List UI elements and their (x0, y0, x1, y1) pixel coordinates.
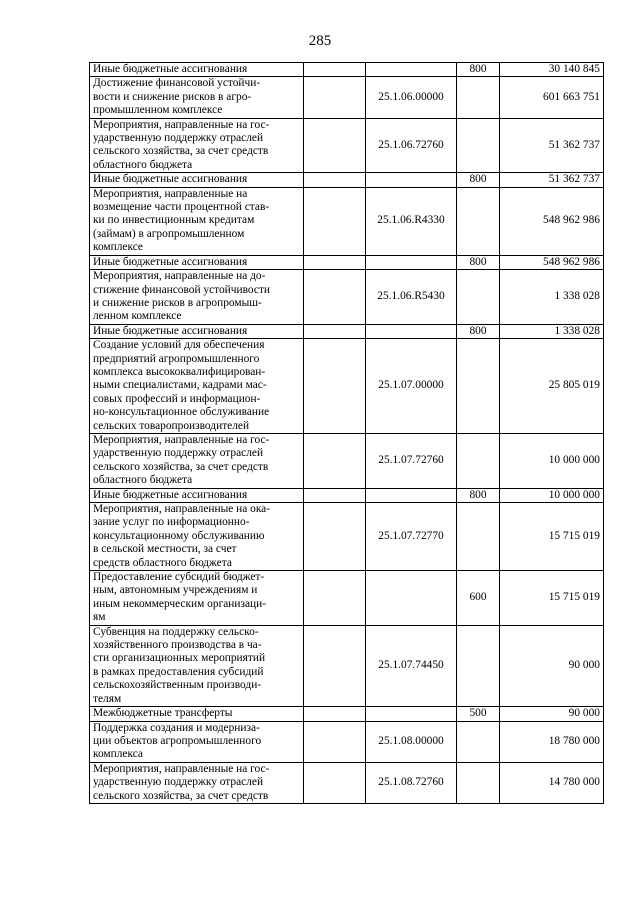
row-expense-type: 800 (457, 324, 500, 338)
row-amount: 51 362 737 (500, 118, 604, 173)
row-expense-type: 800 (457, 63, 500, 77)
row-name-line: Иные бюджетные ассигнования (93, 255, 248, 268)
row-name-line: Мероприятия, направленные на ока- (93, 503, 271, 515)
row-name-line: Иные бюджетные ассигнования (93, 488, 248, 501)
row-name-line: ции объектов агропромышленного (93, 734, 262, 747)
row-empty-cell (304, 270, 366, 325)
budget-table (89, 62, 604, 804)
row-amount: 601 663 751 (500, 77, 604, 118)
row-amount: 18 780 000 (500, 721, 604, 762)
row-name (90, 77, 304, 118)
row-name-line: Мероприятия, направленные на до- (93, 270, 266, 283)
table-row (90, 118, 604, 173)
row-name (90, 571, 304, 626)
row-amount: 25 805 019 (500, 339, 604, 434)
table-row (90, 339, 604, 434)
row-name-line: Иные бюджетные ассигнования (93, 63, 248, 75)
row-code: 25.1.06.R4330 (366, 187, 457, 255)
table-row (90, 324, 604, 338)
row-amount: 10 000 000 (500, 488, 604, 502)
row-name (90, 488, 304, 502)
row-code: 25.1.06.00000 (366, 77, 457, 118)
row-name (90, 339, 304, 434)
row-code (366, 63, 457, 77)
row-empty-cell (304, 118, 366, 173)
row-empty-cell (304, 707, 366, 721)
row-name-line: консультационному обслуживанию (93, 529, 265, 542)
row-name-line: ленном комплексе (93, 310, 182, 323)
page-number: 285 (308, 33, 332, 49)
row-name-line: хозяйственного производства в ча- (93, 639, 262, 652)
table-row (90, 77, 604, 118)
row-empty-cell (304, 77, 366, 118)
table-row (90, 488, 604, 502)
row-expense-type (457, 503, 500, 571)
row-name-line: ям (93, 611, 106, 624)
row-expense-type (457, 270, 500, 325)
row-name-line: сти организационных мероприятий (93, 652, 266, 665)
row-expense-type (457, 77, 500, 118)
row-name-line: Мероприятия, направленные на гос- (93, 762, 270, 775)
row-empty-cell (304, 571, 366, 626)
row-empty-cell (304, 173, 366, 187)
row-name-line: Поддержка создания и модерниза- (93, 721, 260, 734)
row-name-line: телям (93, 692, 122, 705)
row-name-line: в рамках предоставления субсидий (93, 665, 264, 678)
row-expense-type: 500 (457, 707, 500, 721)
row-amount: 15 715 019 (500, 503, 604, 571)
table-row (90, 187, 604, 255)
row-name (90, 721, 304, 762)
row-code (366, 571, 457, 626)
row-code: 25.1.07.72770 (366, 503, 457, 571)
row-amount: 90 000 (500, 707, 604, 721)
row-empty-cell (304, 721, 366, 762)
row-empty-cell (304, 488, 366, 502)
row-name-line: комплекса (93, 748, 143, 761)
row-name (90, 187, 304, 255)
row-name-line: вости и снижение рисков в агро- (93, 90, 252, 103)
row-name-line: сельскохозяйственным производи- (93, 679, 262, 692)
row-name (90, 503, 304, 571)
budget-table-body (90, 63, 604, 804)
row-expense-type (457, 762, 500, 803)
row-name (90, 63, 304, 77)
row-expense-type (457, 339, 500, 434)
row-amount: 90 000 (500, 625, 604, 706)
row-name (90, 707, 304, 721)
row-name-line: Иные бюджетные ассигнования (93, 173, 248, 186)
row-empty-cell (304, 503, 366, 571)
row-empty-cell (304, 762, 366, 803)
row-name (90, 433, 304, 488)
row-name-line: но-консультационное обслуживание (93, 406, 270, 419)
row-amount: 548 962 986 (500, 255, 604, 269)
row-expense-type: 800 (457, 488, 500, 502)
row-name-line: возмещение части процентной став- (93, 201, 270, 214)
row-name-line: ки по инвестиционным кредитам (93, 214, 255, 227)
row-name-line: областного бюджета (93, 474, 193, 487)
row-name-line: (займам) в агропромышленном (93, 227, 245, 240)
row-expense-type (457, 118, 500, 173)
row-name-line: Достижение финансовой устойчи- (93, 77, 261, 90)
table-row (90, 503, 604, 571)
row-name-line: зание услуг по информационно- (93, 516, 250, 529)
row-expense-type (457, 625, 500, 706)
row-amount: 51 362 737 (500, 173, 604, 187)
row-expense-type (457, 721, 500, 762)
row-name-line: ударственную поддержку отраслей (93, 132, 264, 145)
table-row (90, 63, 604, 77)
table-row (90, 721, 604, 762)
table-row (90, 433, 604, 488)
row-empty-cell (304, 187, 366, 255)
row-code (366, 707, 457, 721)
row-empty-cell (304, 433, 366, 488)
row-code: 25.1.07.00000 (366, 339, 457, 434)
row-name-line: предприятий агропромышленного (93, 352, 260, 365)
row-name-line: Создание условий для обеспечения (93, 339, 265, 352)
row-name-line: сельского хозяйства, за счет средств (93, 460, 269, 473)
row-expense-type: 800 (457, 173, 500, 187)
row-name (90, 118, 304, 173)
row-amount: 548 962 986 (500, 187, 604, 255)
row-name-line: Межбюджетные трансферты (93, 707, 233, 720)
row-name (90, 324, 304, 338)
row-empty-cell (304, 339, 366, 434)
row-name-line: Предоставление субсидий бюджет- (93, 571, 265, 584)
row-name-line: иным некоммерческим организаци- (93, 597, 267, 610)
row-code (366, 173, 457, 187)
table-row (90, 762, 604, 803)
row-name-line: промышленном комплексе (93, 104, 223, 117)
row-name-line: сельских товаропроизводителей (93, 419, 250, 432)
row-name (90, 625, 304, 706)
row-name (90, 270, 304, 325)
row-expense-type (457, 187, 500, 255)
row-name-line: комплексе (93, 241, 143, 254)
table-row (90, 173, 604, 187)
row-name-line: стижение финансовой устойчивости (93, 283, 271, 296)
row-name-line: в сельской местности, за счет (93, 543, 237, 556)
row-name (90, 255, 304, 269)
row-expense-type: 600 (457, 571, 500, 626)
row-code (366, 255, 457, 269)
row-code (366, 488, 457, 502)
table-row (90, 571, 604, 626)
row-amount: 10 000 000 (500, 433, 604, 488)
table-row (90, 255, 604, 269)
row-name (90, 173, 304, 187)
row-amount: 1 338 028 (500, 324, 604, 338)
row-empty-cell (304, 63, 366, 77)
row-name-line: и снижение рисков в агропромыш- (93, 296, 262, 309)
row-name (90, 762, 304, 803)
row-code: 25.1.07.72760 (366, 433, 457, 488)
row-amount: 15 715 019 (500, 571, 604, 626)
row-name-line: областного бюджета (93, 158, 193, 171)
row-name-line: Субвенция на поддержку сельско- (93, 625, 259, 638)
row-empty-cell (304, 625, 366, 706)
row-name-line: Мероприятия, направленные на гос- (93, 118, 270, 131)
row-name-line: комплекса высококвалифицирован- (93, 365, 266, 378)
row-empty-cell (304, 255, 366, 269)
row-code: 25.1.07.74450 (366, 625, 457, 706)
row-name-line: ударственную поддержку отраслей (93, 776, 264, 789)
table-row (90, 707, 604, 721)
row-expense-type (457, 433, 500, 488)
row-expense-type: 800 (457, 255, 500, 269)
row-amount: 30 140 845 (500, 63, 604, 77)
row-code: 25.1.08.00000 (366, 721, 457, 762)
row-amount: 1 338 028 (500, 270, 604, 325)
row-code: 25.1.06.72760 (366, 118, 457, 173)
row-name-line: ным, автономным учреждениям и (93, 584, 258, 597)
row-code (366, 324, 457, 338)
row-code: 25.1.06.R5430 (366, 270, 457, 325)
table-row (90, 270, 604, 325)
row-amount: 14 780 000 (500, 762, 604, 803)
row-empty-cell (304, 324, 366, 338)
row-name-line: средств областного бюджета (93, 556, 232, 569)
row-name-line: Иные бюджетные ассигнования (93, 324, 248, 337)
row-name-line: Мероприятия, направленные на (93, 187, 248, 200)
row-code: 25.1.08.72760 (366, 762, 457, 803)
row-name-line: ударственную поддержку отраслей (93, 447, 264, 460)
row-name-line: совых профессий и информацион- (93, 392, 261, 405)
row-name-line: сельского хозяйства, за счет средств (93, 789, 269, 802)
table-row (90, 625, 604, 706)
row-name-line: сельского хозяйства, за счет средств (93, 145, 269, 158)
row-name-line: Мероприятия, направленные на гос- (93, 433, 270, 446)
row-name-line: ными специалистами, кадрами мас- (93, 379, 267, 392)
